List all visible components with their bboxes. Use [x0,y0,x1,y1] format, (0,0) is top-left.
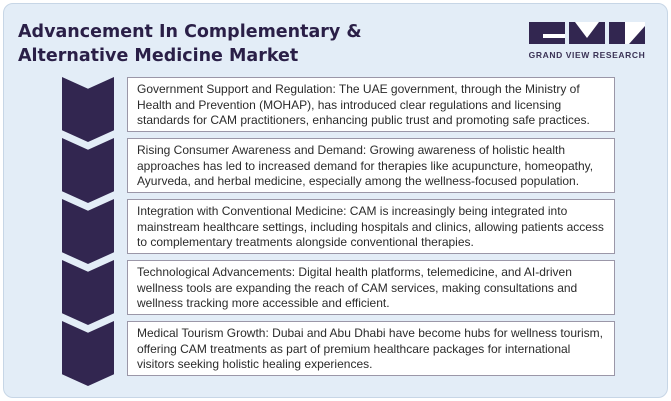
chevron-arrow-icon [62,77,114,142]
logo-g-cut [543,34,565,38]
chevron-arrow-icon [62,138,114,203]
item-text: Integration with Conventional Medicine: CAM is increasingly being integrated into mainstream healthcare settings, including hospitals and clinics, allowing patients access to complementary treatments alongside conventional therapies. [137,204,604,250]
title-line-2: Alternative Medicine Market [18,46,299,66]
title-line-1: Advancement In Complementary & [18,22,362,42]
list-item [127,321,615,376]
list-item [127,77,615,132]
list-item [127,138,615,193]
item-text: Technological Advancements: Digital health platforms, telemedicine, and AI-driven wellness tools are expanding the reach of CAM services, making consultations and wellness tracking more accessible and efficient. [137,265,578,311]
chevron-column [62,77,114,398]
list-item [127,260,615,315]
logo-mark-icon [529,22,645,44]
page-title [18,20,362,68]
item-text: Government Support and Regulation: The UAE government, through the Ministry of Health and Prevention (MOHAP), has introduced clear regulations and licensing standards for CAM practitioners, enhancing public trust and promoting safe practices. [137,82,590,128]
chevron-arrow-icon [62,260,114,325]
chevron-arrow-icon [62,321,114,386]
chevron-arrow-icon [62,199,114,264]
logo-brand-text: GRAND VIEW RESEARCH [528,50,646,60]
infographic-card [3,3,668,398]
list-item [127,199,615,254]
grand-view-research-logo [526,22,648,62]
item-text: Medical Tourism Growth: Dubai and Abu Dhabi have become hubs for wellness tourism, offering CAM treatments as part of premium healthcare packages for international visitors seeking holistic healing experiences. [137,326,604,372]
item-text: Rising Consumer Awareness and Demand: Growing awareness of holistic health approaches has led to increased demand for therapies like acupuncture, homeopathy, Ayurveda, and herbal medicine, especially among the wellness-focused population. [137,143,594,189]
